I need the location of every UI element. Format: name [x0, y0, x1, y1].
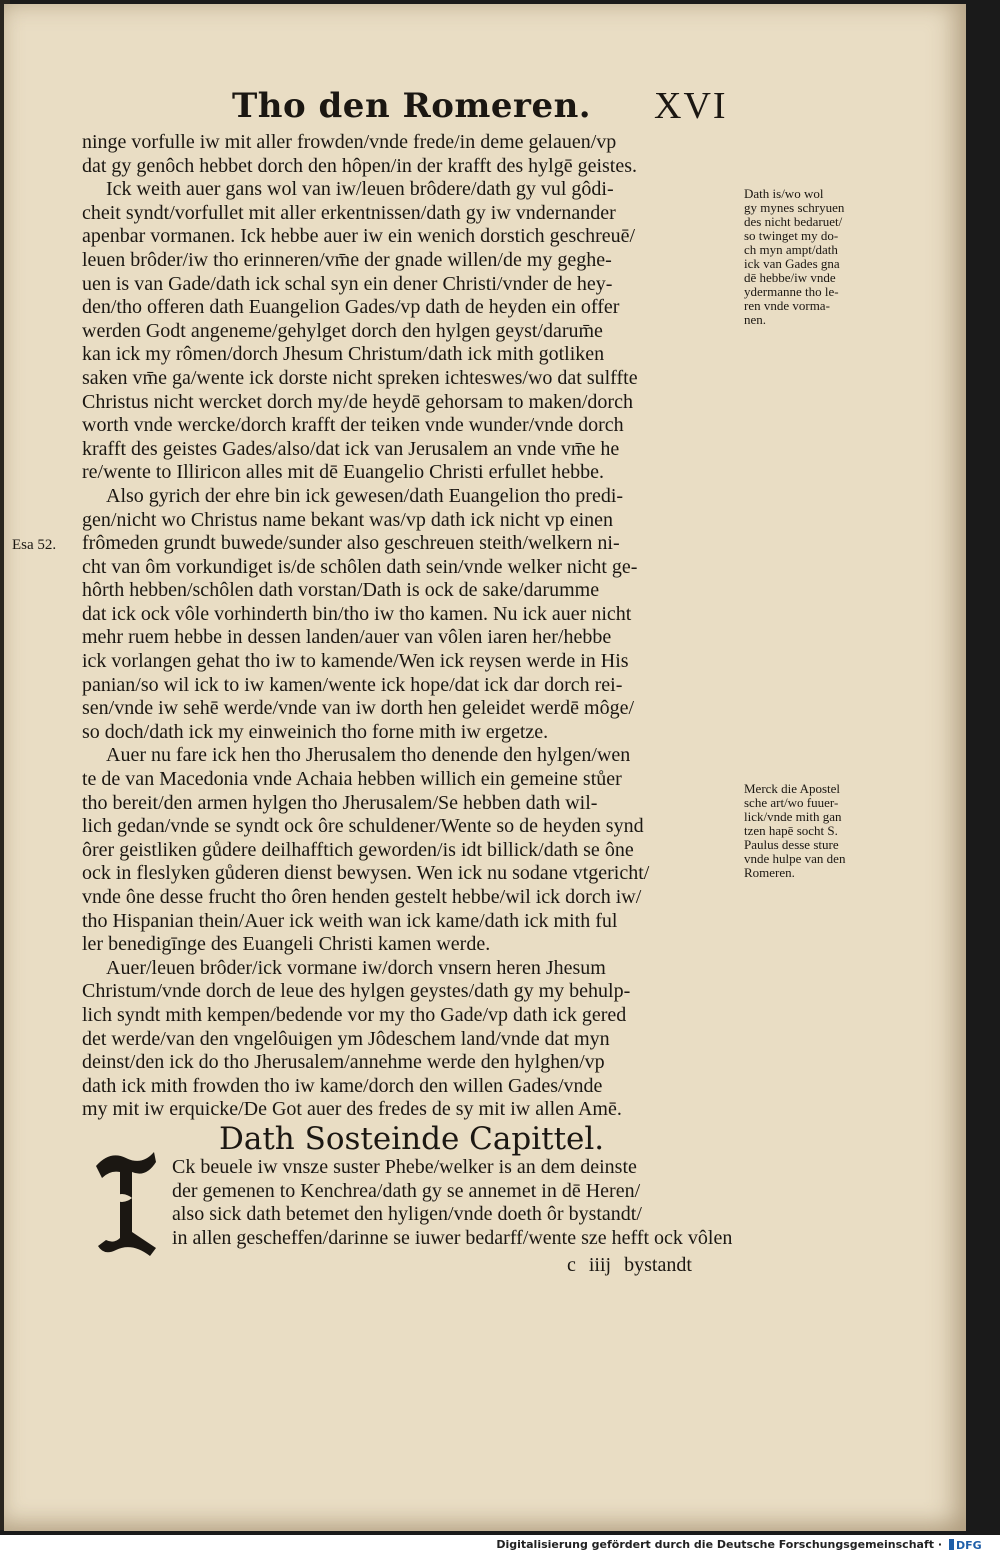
text-line: vnde ône desse frucht tho ôren henden gestelt hebbe/wil ick dorch iw/: [82, 886, 642, 908]
text-line: panian/so wil ick to iw kamen/wente ick hope/dat ick dar dorch rei-: [82, 673, 623, 696]
marginal-note-line: gy mynes schryuen: [744, 200, 845, 215]
footer-bar: [0, 1535, 1000, 1555]
text-line: lich syndt mith kempen/bedende vor my tho Gade/vp dath ick gered: [82, 1003, 627, 1026]
book-page: [4, 4, 966, 1531]
catchword: bystandt: [624, 1254, 692, 1276]
chapter-line: in allen gescheffen/darinne se iuwer bedarff/wente sze hefft ock vôlen: [172, 1226, 733, 1249]
text-line: werden Godt angeneme/gehylget dorch den hylgen geyst/darum̄e: [82, 319, 603, 342]
funding-credit: Digitalisierung gefördert durch die Deutsche Forschungsgemeinschaft ·: [496, 1538, 942, 1551]
text-line: cht van ôm vorkundiget is/de schôlen dath sein/vnde welker nicht ge-: [82, 555, 638, 578]
left-margin-reference: Esa 52.: [12, 537, 57, 553]
text-line: my mit iw erquicke/De Got auer des fredes de sy mit iw allen Amē.: [82, 1098, 622, 1121]
running-head: Tho den Romeren.: [232, 86, 592, 126]
marginal-note-2: [744, 782, 884, 880]
text-line: sen/vnde iw sehē werde/vnde van iw dorth hen geleidet werdē môge/: [82, 697, 635, 720]
text-line: Auer nu fare ick hen tho Jherusalem tho denende den hylgen/wen: [106, 744, 631, 767]
text-line: kan ick my rômen/dorch Jhesum Christum/dath ick mith gotliken: [82, 343, 605, 366]
marginal-note-line: ch myn ampt/dath: [744, 242, 838, 257]
marginal-note-line: lick/vnde mith gan: [744, 809, 842, 824]
text-line: lich gedan/vnde se syndt ock ôre schuldener/Wente so de heyden synd: [82, 815, 644, 838]
text-line: tho bereit/den armen hylgen tho Jherusalem/Se hebben dath wil-: [82, 791, 598, 814]
chapter-line: der gemenen to Kenchrea/dath gy se annemet in dē Heren/: [172, 1179, 641, 1202]
marginal-note-line: nen.: [744, 312, 767, 327]
marginal-note-line: dē hebbe/iw vnde: [744, 270, 836, 285]
text-line: ick vorlangen gehat tho iw to kamende/Wen ick reysen werde in His: [82, 650, 629, 673]
text-line: hôrth hebben/schôlen dath vorstan/Dath is ock de sake/darumme: [82, 579, 600, 602]
text-line: ôrer geistliken gůdere deilhafftich geworden/is idt billick/dath se ône: [82, 838, 634, 861]
marginal-note-line: sche art/wo fuuer-: [744, 795, 839, 810]
marginal-note-line: Paulus desse sture: [744, 837, 839, 852]
dfg-logo: [948, 1537, 996, 1552]
marginal-note-line: des nicht bedaruet/: [744, 214, 843, 229]
chapter-line: Ck beuele iw vnsze suster Phebe/welker is an dem deinste: [172, 1156, 637, 1178]
marginal-note-line: Romeren.: [744, 865, 795, 880]
text-line: ninge vorfulle iw mit aller frowden/vnde frede/in deme gelauen/vp: [82, 131, 617, 153]
text-line: den/tho offeren dath Euangelion Gades/vp dath de heyden ein offer: [82, 296, 620, 319]
marginal-note-line: ren vnde vorma-: [744, 298, 830, 313]
text-line: Christus nicht wercket dorch my/de heydē gehorsam to maken/dorch: [82, 390, 633, 413]
svg-text:DFG: DFG: [956, 1539, 982, 1552]
text-line: gen/nicht wo Christus name bekant was/vp dath ick nicht vp einen: [82, 508, 613, 531]
text-line: re/wente to Illiricon alles mit dē Euangelio Christi erfullet hebbe.: [82, 461, 605, 484]
catchword-line: [567, 1254, 692, 1277]
text-line: apenbar vormanen. Ick hebbe auer iw ein wenich dorstich geschreuē/: [82, 225, 636, 248]
text-line: mehr ruem hebbe in dessen landen/auer van vôlen iaren her/hebbe: [82, 626, 612, 649]
marginal-note-line: vnde hulpe van den: [744, 851, 846, 866]
folio-number: XVI: [654, 85, 728, 127]
chapter-heading: Dath Sosteinde Capittel.: [219, 1121, 605, 1157]
text-line: ock in fleslyken gůderen dienst bewysen. Wen ick nu sodane vtgericht/: [82, 862, 650, 885]
page-header: [4, 84, 966, 134]
decorated-initial: [92, 1144, 160, 1260]
marginal-note-line: Merck die Apostel: [744, 781, 841, 796]
text-line: saken vm̄e ga/wente ick dorste nicht spreken ichteswes/wo dat sulffte: [82, 366, 638, 389]
text-line: deinst/den ick do tho Jherusalem/annehme werde den hylghen/vp: [82, 1051, 605, 1074]
text-line: worth vnde wercke/dorch krafft der teiken vnde wunder/vnde dorch: [82, 414, 624, 437]
body-text: [82, 131, 738, 1122]
marginal-note-line: tzen hapē socht S.: [744, 823, 838, 838]
text-line: te de van Macedonia vnde Achaia hebben willich ein gemeine stůer: [82, 768, 622, 791]
text-line: Ick weith auer gans wol van iw/leuen brôdere/dath gy vul gôdi-: [106, 178, 614, 201]
chapter-text: [172, 1156, 738, 1250]
text-line: cheit syndt/vorfullet mit aller erkentnissen/dath gy iw vndernander: [82, 201, 616, 224]
text-line: dath ick mith frowden tho iw kame/dorch den willen Gades/vnde: [82, 1074, 603, 1097]
marginal-note-1: [744, 187, 884, 327]
text-line: ler benedigīnge des Euangeli Christi kamen werde.: [82, 933, 491, 956]
text-line: Christum/vnde dorch de leue des hylgen geystes/dath gy my behulp-: [82, 980, 631, 1003]
text-line: leuen brôder/iw tho erinneren/vm̄e der gnade willen/de my geghe-: [82, 248, 612, 271]
text-line: frômeden grundt buwede/sunder also geschreuen steith/welkern ni-: [82, 532, 620, 555]
marginal-note-line: ick van Gades gna: [744, 256, 840, 271]
text-line: krafft des geistes Gades/also/dat ick van Jerusalem an vnde vm̄e he: [82, 437, 620, 460]
chapter-line: also sick dath betemet den hyligen/vnde doeth ôr bystandt/: [172, 1203, 642, 1226]
text-line: Auer/leuen brôder/ick vormane iw/dorch vnsern heren Jhesum: [106, 956, 606, 979]
text-line: dat gy genôch hebbet dorch den hôpen/in der krafft des hylgē geistes.: [82, 154, 638, 177]
marginal-note-line: Dath is/wo wol: [744, 186, 824, 201]
text-line: det werde/van den vngelôuigen ym Jôdeschem land/vnde dat myn: [82, 1027, 610, 1050]
text-line: tho Hispanian thein/Auer ick weith wan ick kame/dath ick mith ful: [82, 909, 618, 932]
text-line: uen is van Gade/dath ick schal syn ein dener Christi/vnder de hey-: [82, 272, 613, 295]
signature-mark: c iiij: [567, 1254, 612, 1276]
marginal-note-line: so twinget my do-: [744, 228, 839, 243]
text-line: so doch/dath ick my einweinich tho forne mith iw ergetze.: [82, 720, 549, 743]
text-line: Also gyrich der ehre bin ick gewesen/dath Euangelion tho predi-: [106, 484, 624, 507]
text-line: dat ick ock vôle vorhinderth bin/tho iw tho kamen. Nu ick auer nicht: [82, 602, 632, 625]
marginal-note-line: ydermanne tho le-: [744, 284, 839, 299]
